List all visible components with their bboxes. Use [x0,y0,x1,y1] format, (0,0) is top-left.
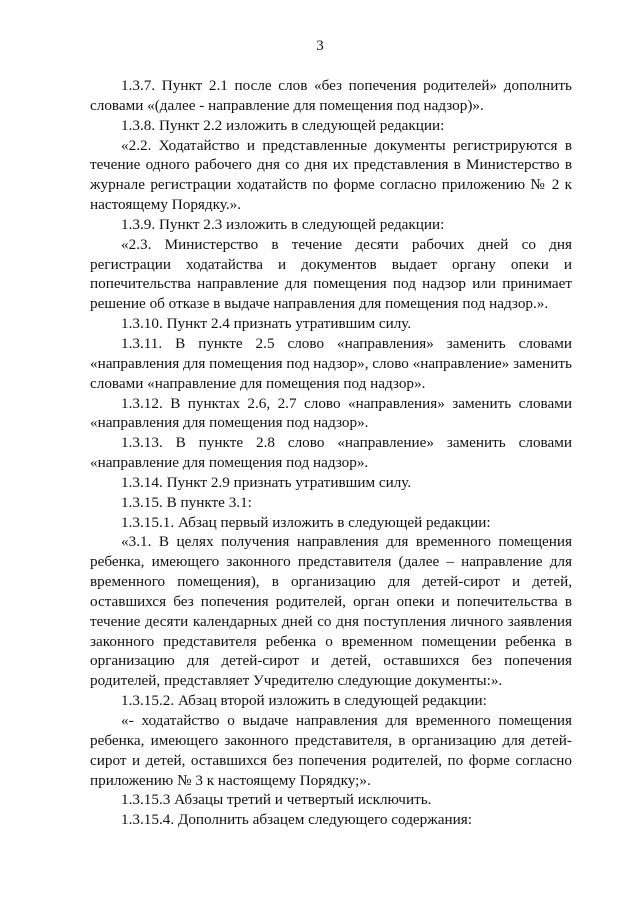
paragraph-1-3-12: 1.3.12. В пунктах 2.6, 2.7 слово «направления» заменить словами «направления для помещения под надзор». [90,394,572,432]
paragraph-1-3-7: 1.3.7. Пункт 2.1 после слов «без попечения родителей» дополнить словами «(далее - направление для помещения под надзор)». [90,77,572,114]
paragraph-1-3-14: 1.3.14. Пункт 2.9 признать утратившим силу. [121,473,412,491]
paragraph-1-3-15-3: 1.3.15.3 Абзацы третий и четвертый исключить. [121,791,432,809]
paragraph-1-3-15: 1.3.15. В пункте 3.1: [121,493,252,511]
paragraph-1-3-9: 1.3.9. Пункт 2.3 изложить в следующей редакции: [121,215,445,233]
paragraph-2-2-quote: «2.2. Ходатайство и представленные документы регистрируются в течение одного рабочего дня со дня их представления в Министерство в журнале регистрации ходатайств по форме согласно приложению № 2 к настоящему Порядку.». [90,136,572,214]
paragraph-1-3-8: 1.3.8. Пункт 2.2 изложить в следующей редакции: [121,116,445,134]
paragraph-1-3-15-1: 1.3.15.1. Абзац первый изложить в следующей редакции: [121,513,491,531]
document-body [90,76,572,830]
page-number: 3 [316,38,324,54]
paragraph-1-3-13: 1.3.13. В пункте 2.8 слово «направление» заменить словами «направление для помещения под надзор». [90,434,572,472]
paragraph-3-1-quote: «3.1. В целях получения направления для временного помещения ребенка, имеющего законного представителя (далее – направление для временного помещения), в организацию для детей-сирот и детей, оставшихся без попечения родителей, орган опеки и попечительства в течение десяти календарных дней со дня поступления личного заявления законного представителя ребенка о временном помещении ребенка в организацию для детей-сирот и детей, оставшихся без попечения родителей, представляет Учредителю следующие документы:». [90,533,572,690]
paragraph-1-3-11: 1.3.11. В пункте 2.5 слово «направления» заменить словами «направления для помещения под надзор», слово «направление» заменить словами «направление для помещения под надзор». [90,334,572,392]
paragraph-1-3-15-2: 1.3.15.2. Абзац второй изложить в следующей редакции: [121,692,487,710]
paragraph-petition-quote: «- ходатайство о выдаче направления для временного помещения ребенка, имеющего законного представителя, в организацию для детей-сирот и детей, оставшихся без попечения родителей, по форме согласно приложению № 3 к настоящему Порядку;». [90,712,572,789]
paragraph-1-3-10: 1.3.10. Пункт 2.4 признать утратившим силу. [121,315,412,333]
paragraph-2-3-quote: «2.3. Министерство в течение десяти рабочих дней со дня регистрации ходатайства и документов выдает органу опеки и попечительства направление для помещения под надзор или принимает решение об отказе в выдаче направления для помещения под надзор.». [90,235,572,313]
paragraph-1-3-15-4: 1.3.15.4. Дополнить абзацем следующего содержания: [121,811,472,829]
